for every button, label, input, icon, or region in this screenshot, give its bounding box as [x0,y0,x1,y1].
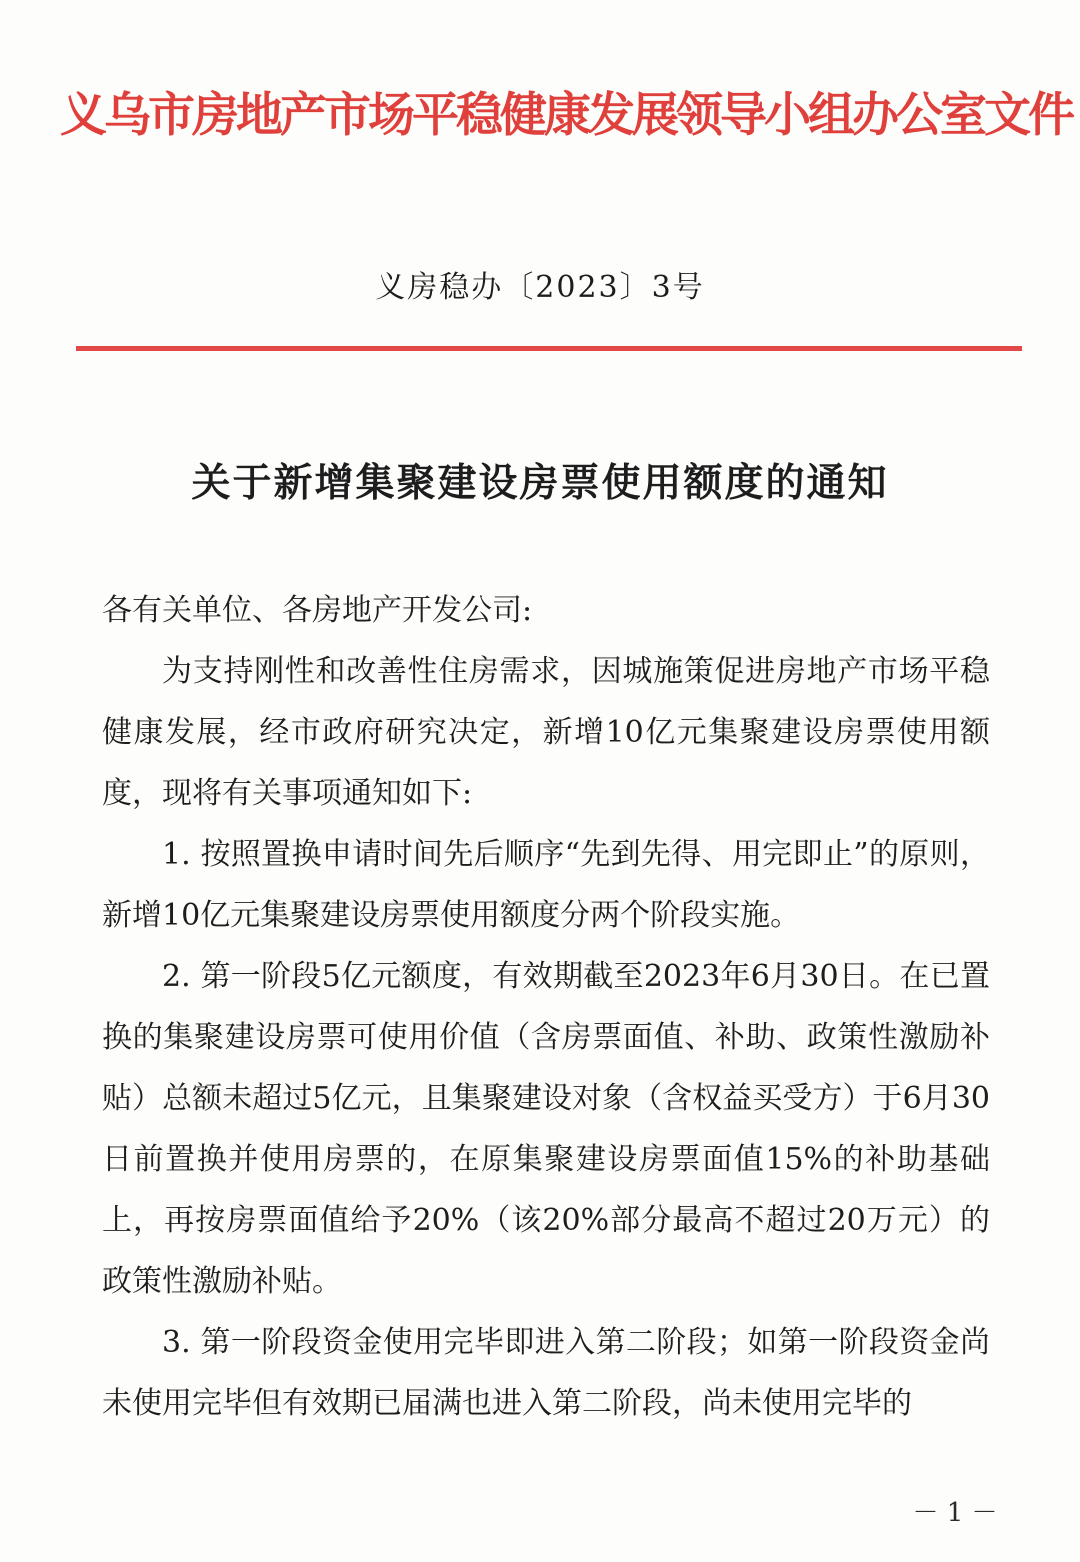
page-number: － 1 － [912,1498,998,1528]
red-divider-line [76,346,1022,351]
document-number: 义房稳办〔2023〕3号 [375,270,705,305]
document-body [102,580,990,1434]
issuer-header: 义乌市房地产市场平稳健康发展领导小组办公室文件 [60,88,1072,143]
paragraph-item-2: 2. 第一阶段5亿元额度，有效期截至2023年6月30日。在已置换的集聚建设房票可使用价值（含房票面值、补助、政策性激励补贴）总额未超过5亿元，且集聚建设对象（含权益买受方）于6月30日前置换并使用房票的，在原集聚建设房票面值15%的补助基础上，再按房票面值给予20%（该20%部分最高不超过20万元）的政策性激励补贴。 [102,959,990,1299]
document-title: 关于新增集聚建设房票使用额度的通知 [191,460,889,506]
paragraph-item-3: 3. 第一阶段资金使用完毕即进入第二阶段；如第一阶段资金尚未使用完毕但有效期已届满也进入第二阶段，尚未使用完毕的 [102,1325,990,1421]
paragraph-intro: 为支持刚性和改善性住房需求，因城施策促进房地产市场平稳健康发展，经市政府研究决定，新增10亿元集聚建设房票使用额度，现将有关事项通知如下: [102,654,990,811]
salutation: 各有关单位、各房地产开发公司: [102,593,533,628]
paragraph-item-1: 1. 按照置换申请时间先后顺序“先到先得、用完即止”的原则，新增10亿元集聚建设房票使用额度分两个阶段实施。 [102,837,990,933]
